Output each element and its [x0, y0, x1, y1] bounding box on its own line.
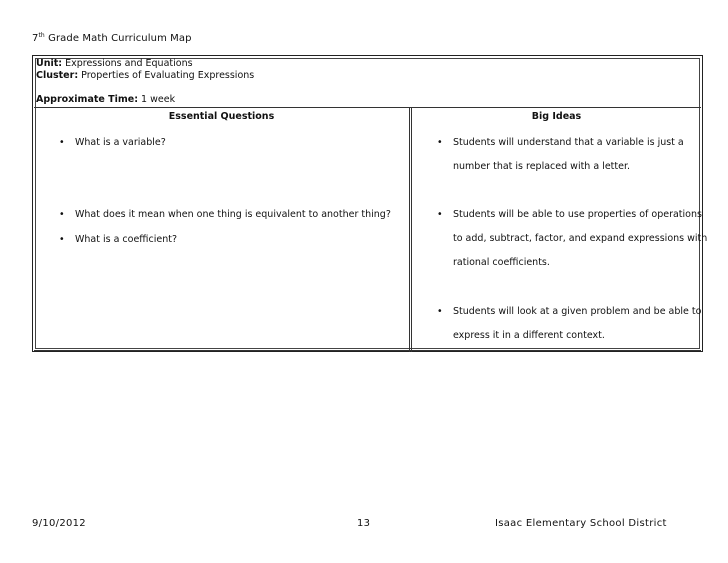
bullet-icon: •	[437, 209, 443, 220]
title-text: Grade Math Curriculum Map	[44, 33, 192, 44]
column-divider	[409, 108, 412, 352]
table-bottom-border	[34, 350, 701, 351]
cluster-row	[36, 70, 254, 82]
big-idea-line: Students will understand that a variable is just a	[453, 137, 684, 148]
big-idea-line: Students will be able to use properties of operations	[453, 209, 702, 220]
unit-value: Expressions and Equations	[62, 58, 193, 69]
footer-page-number: 13	[357, 518, 371, 529]
essential-questions-heading: Essential Questions	[168, 111, 275, 122]
big-idea-line: number that is replaced with a letter.	[453, 161, 631, 172]
big-idea-text	[453, 300, 702, 348]
bullet-icon: •	[59, 234, 65, 245]
bullet-icon: •	[59, 137, 65, 148]
big-idea-line: to add, subtract, factor, and expand expressions with	[453, 233, 708, 244]
essential-question-text: What is a variable?	[75, 137, 166, 148]
time-value: 1 week	[138, 94, 176, 105]
title-superscript: th	[38, 32, 45, 39]
title-grade-number: 7	[32, 33, 39, 44]
big-idea-line: Students will look at a given problem and be able to	[453, 306, 702, 317]
cluster-value: Properties of Evaluating Expressions	[78, 70, 255, 81]
footer-date: 9/10/2012	[32, 518, 86, 529]
big-ideas-heading: Big Ideas	[531, 111, 582, 122]
bullet-icon: •	[59, 209, 65, 220]
unit-header	[36, 58, 254, 106]
essential-question-text: What is a coefficient?	[75, 234, 177, 245]
cluster-label: Cluster:	[36, 70, 79, 81]
header-divider	[34, 107, 701, 108]
bullet-icon: •	[437, 306, 443, 317]
time-row	[36, 94, 254, 106]
big-idea-line: rational coefficients.	[453, 257, 550, 268]
unit-row	[36, 58, 254, 70]
time-label: Approximate Time:	[36, 94, 139, 105]
big-idea-text	[453, 203, 708, 275]
unit-label: Unit:	[36, 58, 63, 69]
essential-question-text: What does it mean when one thing is equivalent to another thing?	[75, 209, 391, 220]
big-idea-text	[453, 131, 698, 179]
document-title	[32, 33, 192, 44]
big-idea-line: express it in a different context.	[453, 330, 605, 341]
bullet-icon: •	[437, 137, 443, 148]
footer-district: Isaac Elementary School District	[495, 518, 667, 529]
